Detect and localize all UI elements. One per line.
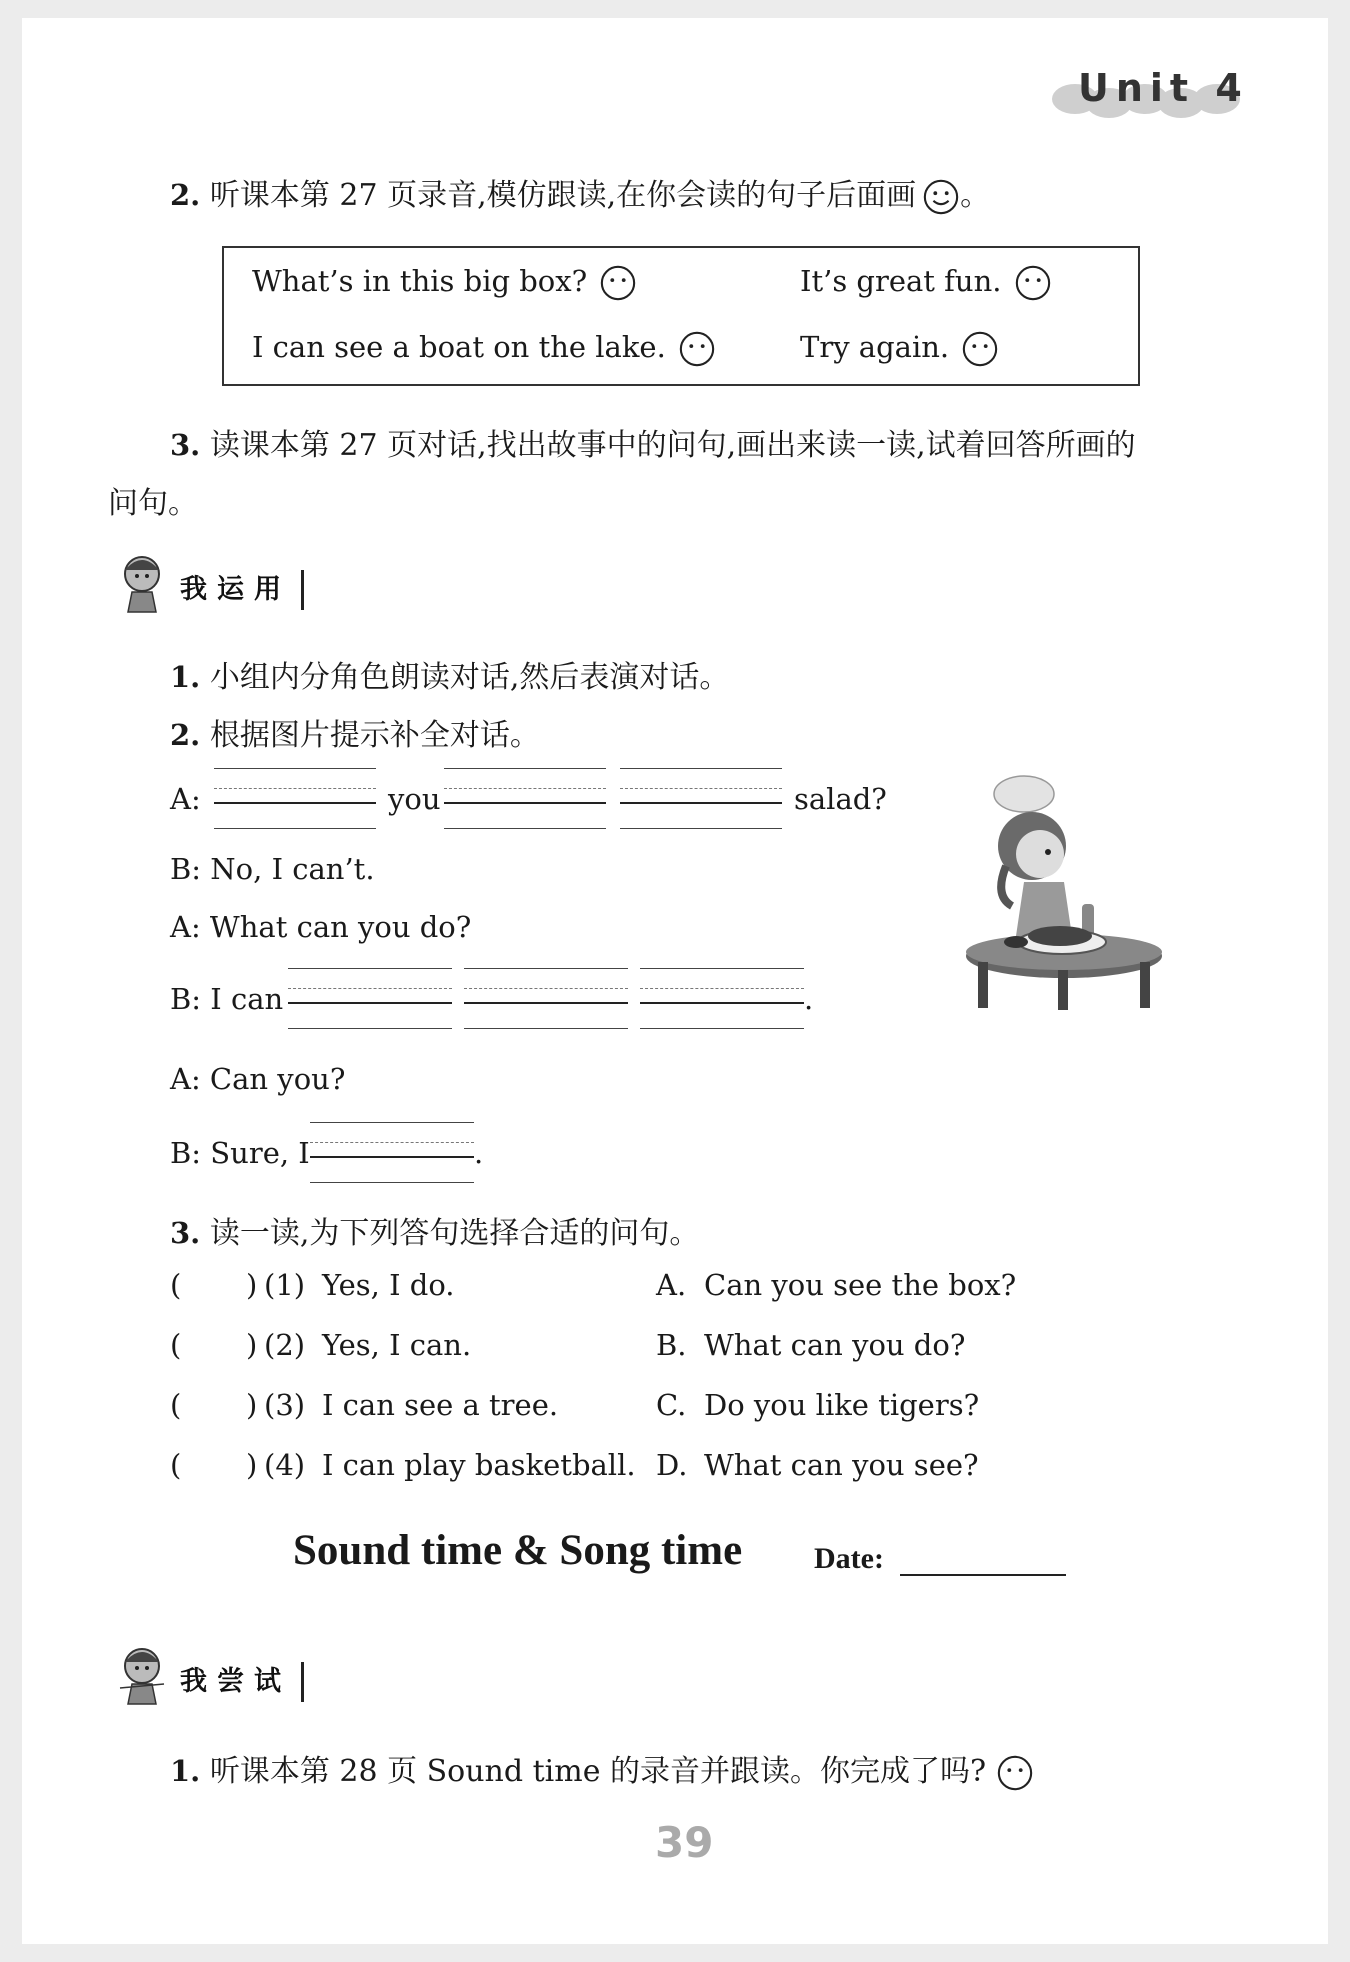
answer-text: Yes, I do. bbox=[322, 1268, 455, 1302]
try-question-1: 1. 听课本第 28 页 Sound time 的录音并跟读。你完成了吗? bbox=[170, 1746, 1034, 1792]
dialogue-a3: A: Can you? bbox=[170, 1062, 346, 1096]
date-field[interactable] bbox=[900, 1574, 1066, 1576]
sentence-2: It’s great fun. bbox=[800, 264, 1052, 302]
answer-blank[interactable] bbox=[464, 968, 628, 1012]
answer-paren[interactable]: ( bbox=[170, 1268, 182, 1302]
face-icon[interactable] bbox=[961, 330, 999, 368]
sentence-1: What’s in this big box? bbox=[252, 264, 637, 302]
sentence-4: Try again. bbox=[800, 330, 999, 368]
face-icon[interactable] bbox=[1014, 264, 1052, 302]
period: . bbox=[474, 1136, 484, 1170]
answer-number: (1) bbox=[264, 1268, 306, 1302]
answer-number: (2) bbox=[264, 1328, 306, 1362]
answer-paren-close: ) bbox=[246, 1268, 258, 1302]
unit-header bbox=[1052, 66, 1252, 120]
answer-paren[interactable]: ( bbox=[170, 1388, 182, 1422]
answer-blank[interactable] bbox=[444, 768, 606, 812]
dialogue-a1-prefix: A: bbox=[170, 782, 201, 816]
answer-paren-close: ) bbox=[246, 1448, 258, 1482]
face-icon[interactable] bbox=[678, 330, 716, 368]
dialogue-b2-prefix: B: I can bbox=[170, 982, 284, 1016]
option-text: What can you see? bbox=[704, 1448, 979, 1482]
answer-paren[interactable]: ( bbox=[170, 1448, 182, 1482]
section-label: 我尝试 bbox=[168, 1662, 304, 1702]
answer-blank[interactable] bbox=[620, 768, 782, 812]
use-question-2: 2. 根据图片提示补全对话。 bbox=[170, 718, 540, 753]
answer-text: Yes, I can. bbox=[322, 1328, 472, 1362]
face-icon[interactable] bbox=[996, 1754, 1034, 1792]
option-letter: D. bbox=[656, 1448, 688, 1482]
question-3-line2: 问句。 bbox=[108, 486, 198, 521]
answer-paren-close: ) bbox=[246, 1388, 258, 1422]
section-label: 我运用 bbox=[168, 570, 304, 610]
dialogue-a2: A: What can you do? bbox=[170, 910, 472, 944]
option-letter: C. bbox=[656, 1388, 687, 1422]
smile-face-icon bbox=[922, 178, 960, 216]
option-text: Do you like tigers? bbox=[704, 1388, 980, 1422]
girl-mascot-icon bbox=[110, 548, 172, 618]
question-2-listen: 2. 听课本第 27 页录音,模仿跟读,在你会读的句子后面画 。 bbox=[170, 170, 990, 216]
use-question-3: 3. 读一读,为下列答句选择合适的问句。 bbox=[170, 1216, 700, 1251]
answer-blank[interactable] bbox=[310, 1122, 474, 1166]
dialogue-a1-mid: you bbox=[388, 782, 441, 816]
answer-paren[interactable]: ( bbox=[170, 1328, 182, 1362]
answer-paren-close: ) bbox=[246, 1328, 258, 1362]
option-letter: A. bbox=[656, 1268, 687, 1302]
section-header-use bbox=[110, 548, 360, 620]
question-number: 2. bbox=[170, 178, 201, 212]
girl-making-salad-illustration bbox=[954, 766, 1164, 1016]
question-3-read: 3. 读课本第 27 页对话,找出故事中的问句,画出来读一读,试着回答所画的 bbox=[170, 428, 1136, 463]
answer-number: (3) bbox=[264, 1388, 306, 1422]
answer-text: I can play basketball. bbox=[322, 1448, 636, 1482]
answer-text: I can see a tree. bbox=[322, 1388, 559, 1422]
option-text: What can you do? bbox=[704, 1328, 966, 1362]
answer-blank[interactable] bbox=[288, 968, 452, 1012]
answer-number: (4) bbox=[264, 1448, 306, 1482]
date-label: Date: bbox=[814, 1542, 884, 1575]
option-letter: B. bbox=[656, 1328, 687, 1362]
section-header-try bbox=[110, 1640, 360, 1712]
dialogue-a1-suffix: salad? bbox=[794, 782, 887, 816]
question-text: 听课本第 27 页录音,模仿跟读,在你会读的句子后面画 bbox=[209, 178, 917, 213]
unit-title: Unit 4 bbox=[1078, 66, 1249, 110]
girl-mascot-icon bbox=[110, 1640, 172, 1710]
sentence-3: I can see a boat on the lake. bbox=[252, 330, 716, 368]
dialogue-b3-prefix: B: Sure, I bbox=[170, 1136, 310, 1170]
period: . bbox=[804, 982, 814, 1016]
dialogue-b1: B: No, I can’t. bbox=[170, 852, 375, 886]
use-question-1: 1. 小组内分角色朗读对话,然后表演对话。 bbox=[170, 660, 730, 695]
answer-blank[interactable] bbox=[640, 968, 804, 1012]
page-number: 39 bbox=[655, 1818, 714, 1867]
option-text: Can you see the box? bbox=[704, 1268, 1017, 1302]
face-icon[interactable] bbox=[599, 264, 637, 302]
section-title-sound-song: Sound time & Song time bbox=[293, 1527, 743, 1574]
answer-blank[interactable] bbox=[214, 768, 376, 812]
